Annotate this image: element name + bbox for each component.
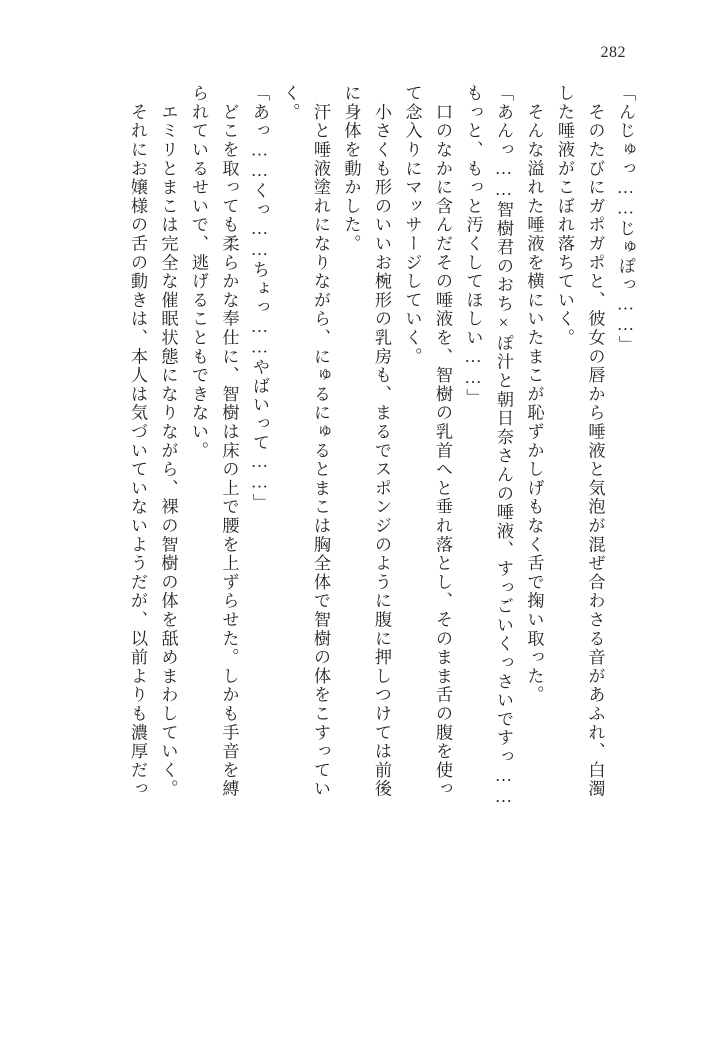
text-line: く。 xyxy=(280,84,300,122)
text-line: どこを取っても柔らかな奉仕に、智樹は床の上で腰を上ずらせた。しかも手音を縛 xyxy=(219,84,239,799)
text-line: 口のなかに含んだその唾液を、智樹の乳首へと垂れ落とし、そのまま舌の腹を使っ xyxy=(433,84,452,799)
text-line: そのたびにガポガポと、彼女の唇から唾液と気泡が混ぜ合わさる音があふれ、白濁 xyxy=(585,84,605,799)
page-number: 282 xyxy=(600,44,626,61)
text-line: られているせいで、逃げることもできない。 xyxy=(189,84,208,460)
text-line: エミリとまこは完全な催眠状態になりながら、裸の智樹の体を舐めまわしていく。 xyxy=(158,84,178,799)
text-line: 「あっ……くっ……ちょっ……やばいって……」 xyxy=(250,84,269,512)
vertical-text-body xyxy=(60,84,634,994)
text-line: もっと、もっと汚くしてほしい……」 xyxy=(463,84,483,408)
text-line: に身体を動かした。 xyxy=(341,84,361,254)
text-line: それにお嬢様の舌の動きは、本人は気づいていないようだが、以前よりも濃厚だっ xyxy=(128,84,147,799)
text-line: した唾液がこぼれ落ちていく。 xyxy=(555,84,574,348)
text-line: 「あんっ……智樹君のおち×ぽ汁と朝日奈さんの唾液、すっごいくっさいですっ…… xyxy=(494,84,513,808)
text-line: 「んじゅっ……じゅぽっ……」 xyxy=(616,84,635,355)
text-line: 汗と唾液塗れになりながら、にゅるにゅるとまこは胸全体で智樹の体をこすってい xyxy=(311,84,330,799)
text-line: そんな溢れた唾液を横にいたまこが恥ずかしげもなく舌で掬い取った。 xyxy=(524,84,544,705)
text-line: 小さくも形のいいお椀形の乳房も、まるでスポンジのように腹に押しつけては前後 xyxy=(372,84,391,799)
text-line: て念入りにマッサージしていく。 xyxy=(402,84,422,366)
